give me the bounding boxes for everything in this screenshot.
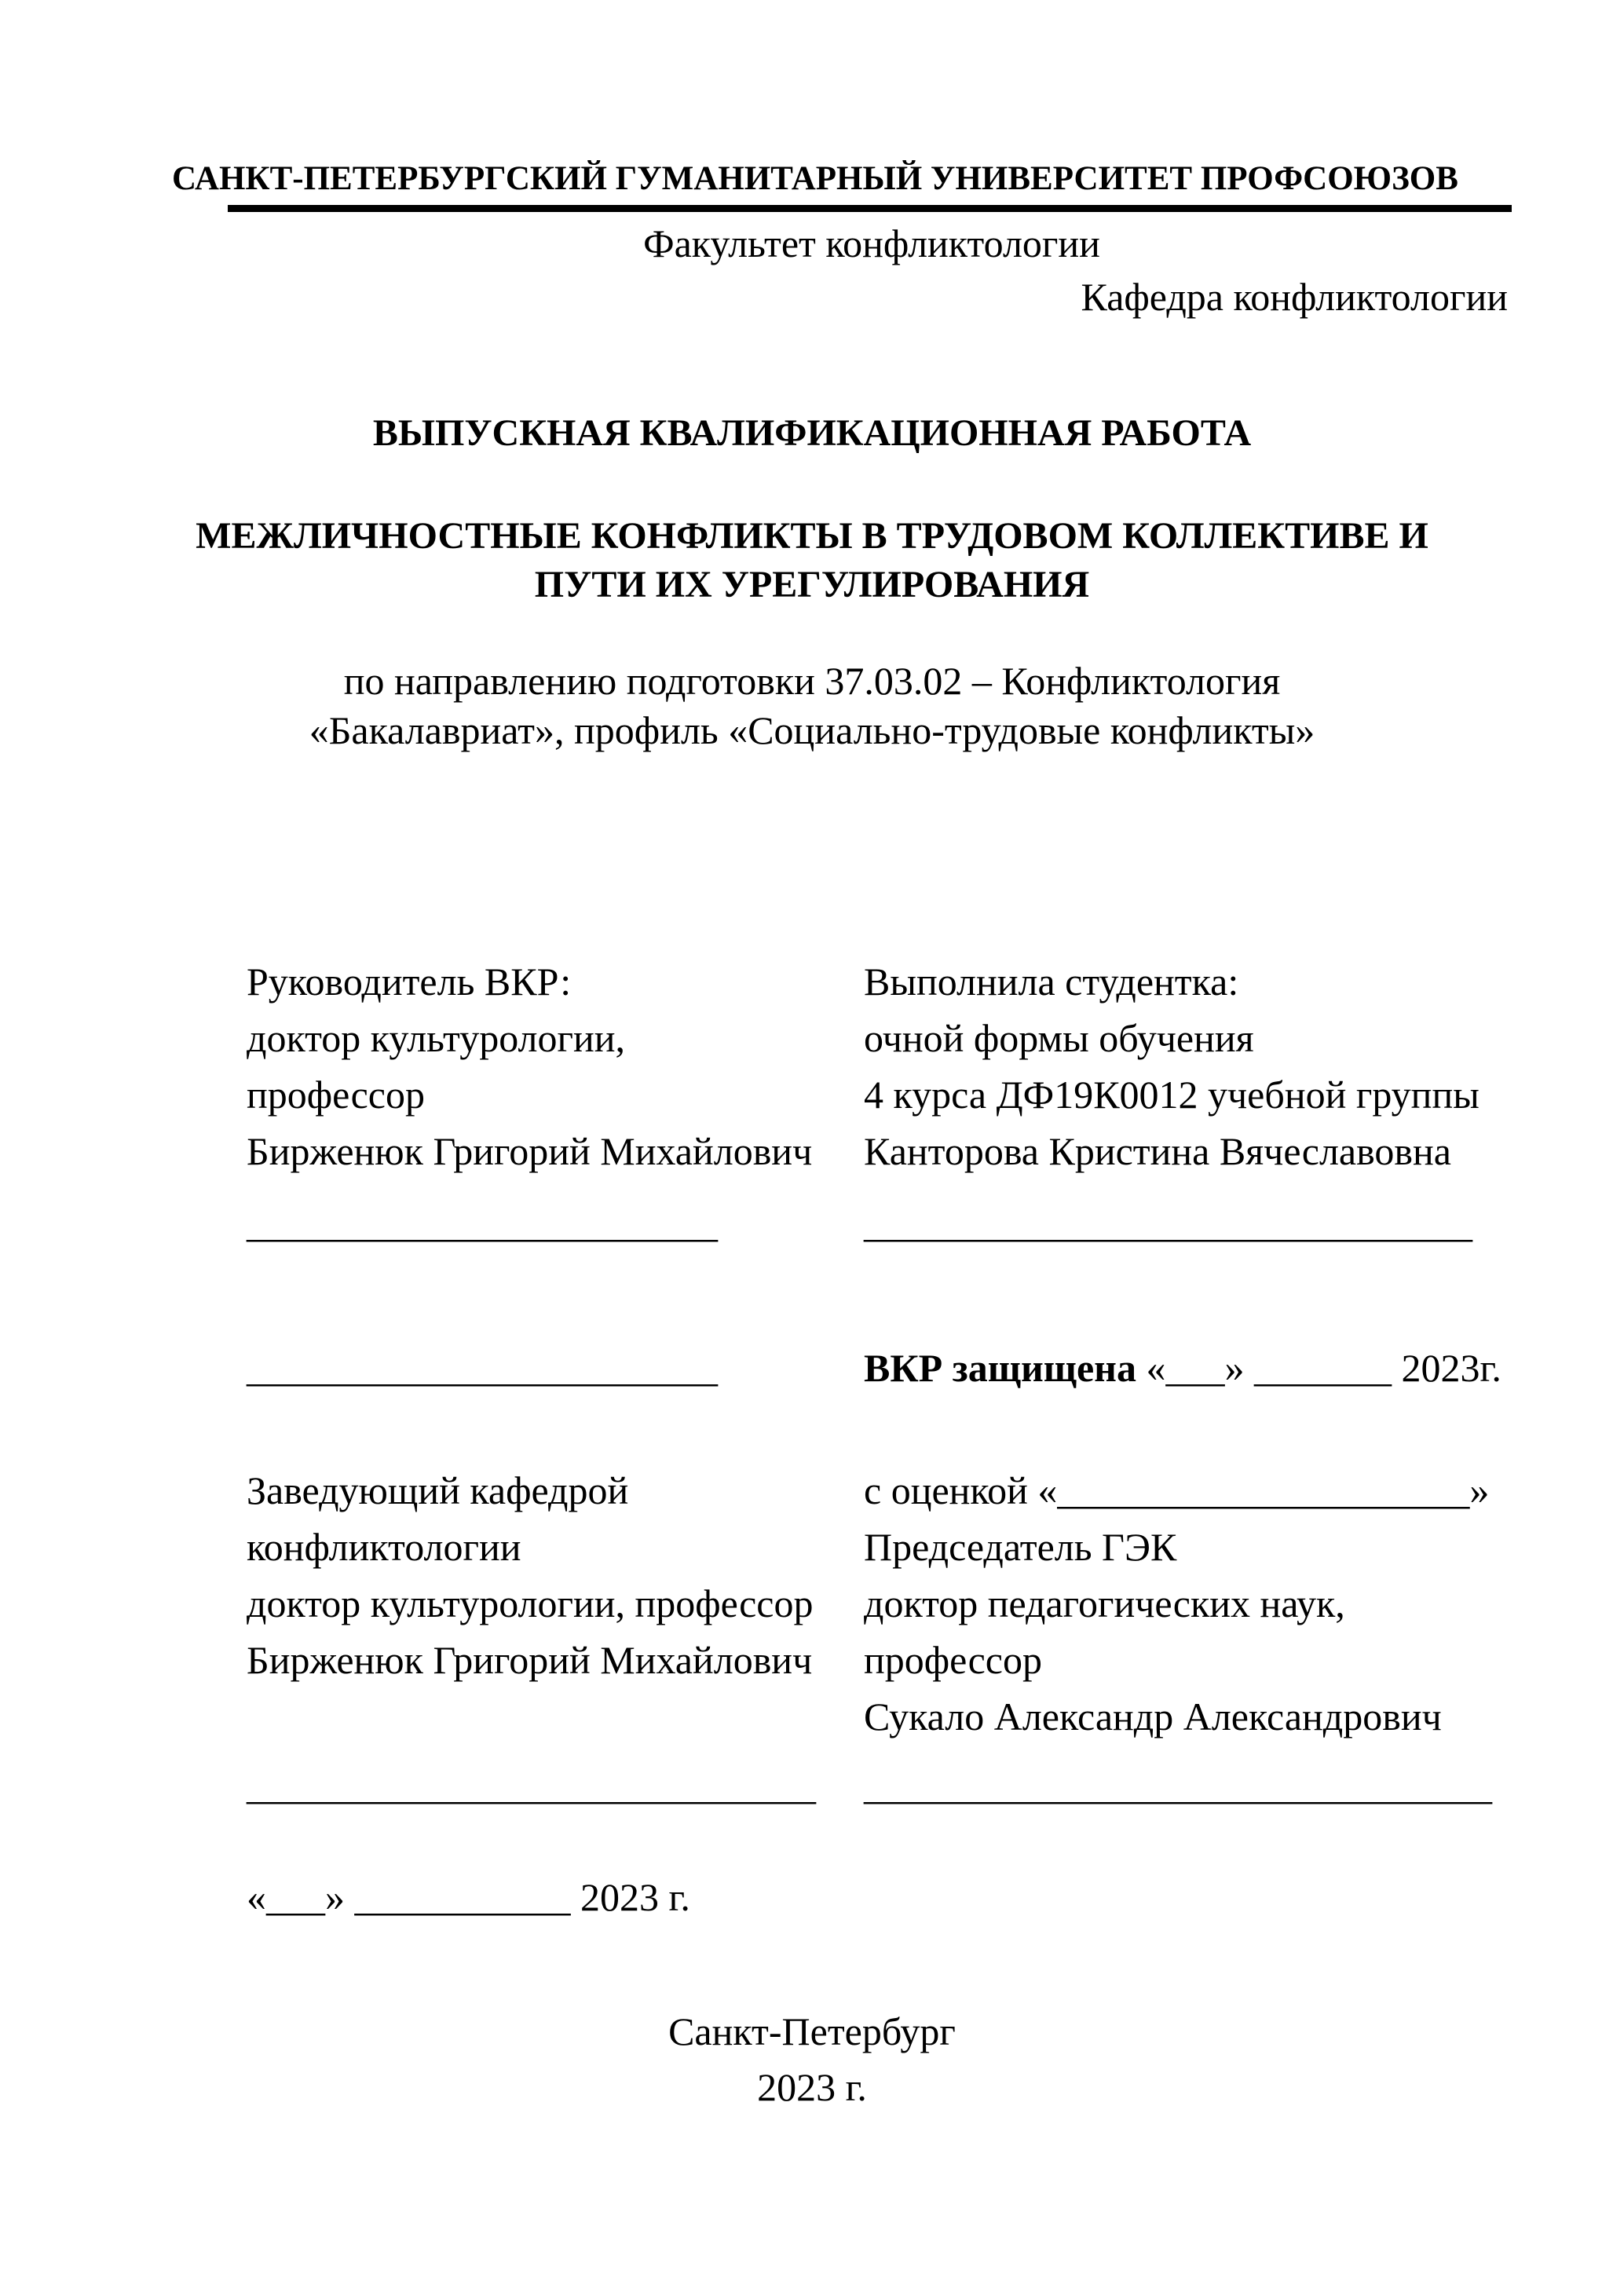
- supervisor-signature-line-2: ________________________: [247, 1346, 718, 1390]
- program-direction: по направлению подготовки 37.03.02 – Конфликтология: [343, 659, 1281, 703]
- student-form: очной формы обучения: [864, 1016, 1254, 1060]
- program-profile: «Бакалавриат», профиль «Социально-трудовые конфликты»: [309, 708, 1315, 752]
- faculty-name: Факультет конфликтологии: [643, 221, 1100, 265]
- student-block: [864, 953, 1539, 1179]
- defense-grade-line: с оценкой «_____________________»: [864, 1468, 1490, 1512]
- student-name: Канторова Кристина Вячеславовна: [864, 1129, 1451, 1173]
- footer-year: 2023 г.: [757, 2065, 867, 2109]
- department-head-block: [247, 1462, 859, 1688]
- work-type-heading: ВЫПУСКНАЯ КВАЛИФИКАЦИОННАЯ РАБОТА: [372, 412, 1252, 454]
- department-name: Кафедра конфликтологии: [1081, 275, 1508, 319]
- department-head-degree: доктор культурологии, профессор: [247, 1581, 814, 1625]
- supervisor-name: Бирженюк Григорий Михайлович: [247, 1129, 813, 1173]
- department-head-name: Бирженюк Григорий Михайлович: [247, 1638, 813, 1682]
- thesis-title: [172, 512, 1452, 609]
- defense-chair-degree: доктор педагогических наук,: [864, 1581, 1345, 1625]
- defense-chair-signature-line: ________________________________: [864, 1764, 1492, 1808]
- department-head-date-line: «___» ___________ 2023 г.: [247, 1875, 690, 1919]
- department-head-signature-line: _____________________________: [247, 1764, 816, 1808]
- defense-chair-name: Сукало Александр Александрович: [864, 1695, 1442, 1738]
- supervisor-block: [247, 953, 859, 1179]
- thesis-title-line1: МЕЖЛИЧНОСТНЫЕ КОНФЛИКТЫ В ТРУДОВОМ КОЛЛЕКТИВЕ И: [196, 515, 1428, 557]
- header-divider-rule: [228, 205, 1512, 212]
- defense-defended-label: ВКР защищена: [864, 1346, 1136, 1390]
- student-label: Выполнила студентка:: [864, 960, 1239, 1004]
- defense-date-line: [864, 1344, 1539, 1391]
- student-group: 4 курса ДФ19К0012 учебной группы: [864, 1073, 1480, 1117]
- department-head-label-line1: Заведующий кафедрой: [247, 1468, 629, 1512]
- thesis-title-line2: ПУТИ ИХ УРЕГУЛИРОВАНИЯ: [534, 564, 1090, 605]
- supervisor-rank: профессор: [247, 1073, 425, 1117]
- program-info: [172, 656, 1452, 755]
- supervisor-degree: доктор культурологии,: [247, 1016, 626, 1060]
- department-head-label-line2: конфликтологии: [247, 1525, 521, 1569]
- university-name: САНКТ-ПЕТЕРБУРГСКИЙ ГУМАНИТАРНЫЙ УНИВЕРСИТЕТ ПРОФСОЮЗОВ: [172, 160, 1458, 197]
- supervisor-label: Руководитель ВКР:: [247, 960, 572, 1004]
- defense-committee-block: [864, 1462, 1539, 1745]
- defense-chair-rank: профессор: [864, 1638, 1042, 1682]
- supervisor-signature-line: ________________________: [247, 1201, 718, 1245]
- student-signature-line: _______________________________: [864, 1201, 1472, 1245]
- defense-chair-label: Председатель ГЭК: [864, 1525, 1177, 1569]
- footer-city: Санкт-Петербург: [668, 2009, 956, 2053]
- defense-date-blank: «___» _______ 2023г.: [1136, 1346, 1501, 1390]
